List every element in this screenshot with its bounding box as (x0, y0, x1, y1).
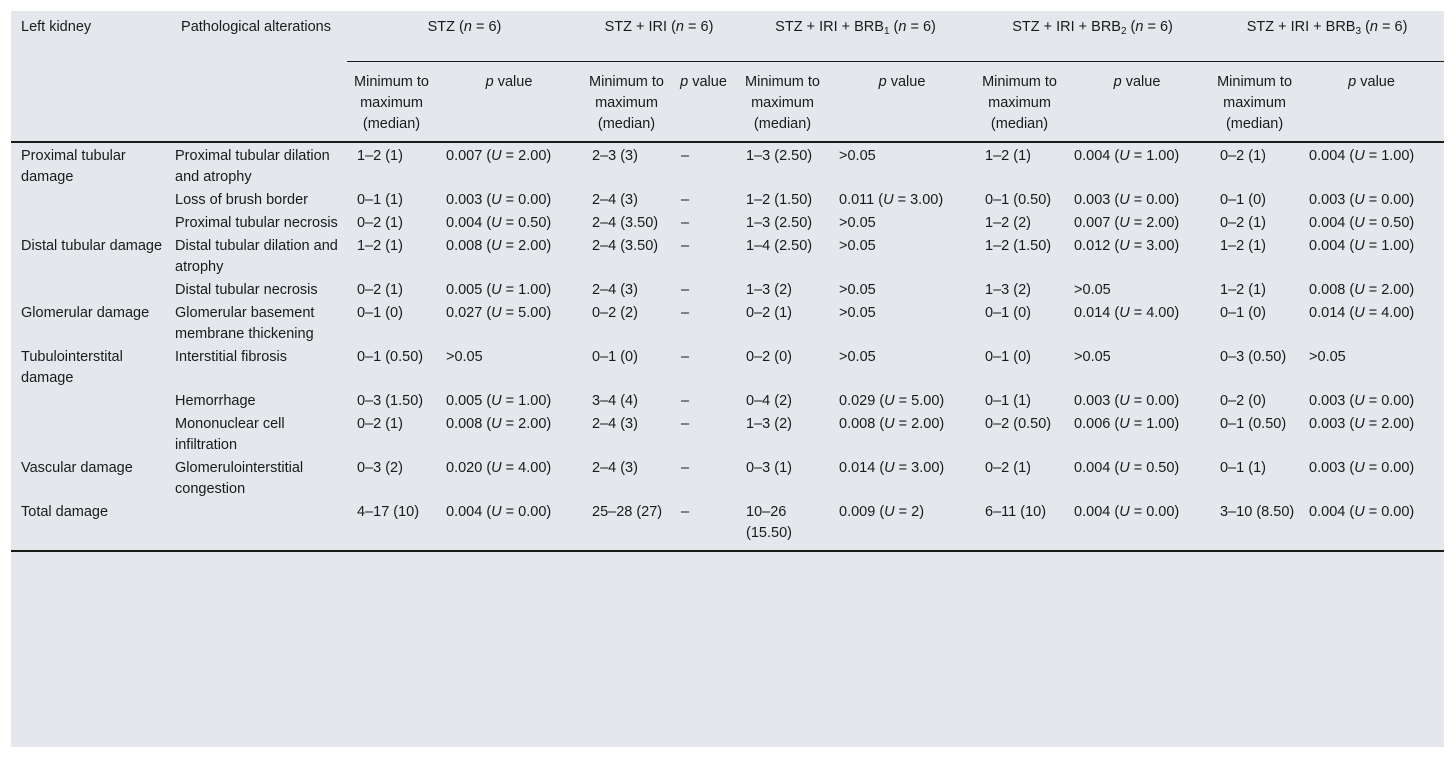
p-value-cell: 0.009 (U = 2) (829, 502, 975, 551)
p-value-cell: 0.004 (U = 0.50) (446, 215, 552, 231)
p-value-cell: 0.008 (U = 2.00) (1309, 282, 1415, 298)
pathological-alteration: Distal tubular dilation and atrophy (175, 238, 338, 275)
p-value-cell: 0.007 (U = 2.00) (436, 142, 582, 190)
min-max-median-cell: 2–4 (3) (592, 460, 638, 476)
min-max-median-cell: 0–1 (1) (357, 192, 403, 208)
p-value-cell: 0.004 (U = 1.00) (1064, 142, 1210, 190)
p-value-cell: 0.008 (U = 2.00) (839, 416, 945, 432)
pathological-alteration: Proximal tubular necrosis (175, 215, 338, 231)
table-row (11, 236, 1444, 280)
min-max-median-cell: 0–2 (1) (357, 215, 403, 231)
header-group-stz-iri-brb2: STZ + IRI + $BRB_2$ (n = 6) (1012, 19, 1173, 37)
min-max-median-cell: 0–1 (0) (1220, 192, 1266, 208)
subheader-min-max: Minimum to maximum (median) (582, 62, 671, 143)
p-value-cell: 0.020 (U = 4.00) (446, 460, 552, 476)
damage-category (11, 213, 165, 236)
header-group-stz-iri-brb1: STZ + IRI + $BRB_1$ (n = 6) (775, 19, 936, 37)
p-value-cell: 0.004 (U = 1.00) (1299, 142, 1444, 190)
damage-category (11, 280, 165, 303)
p-value-cell: 0.008 (U = 2.00) (446, 238, 552, 254)
min-max-median-cell: 2–3 (3) (582, 142, 671, 190)
subheader-p-value: p value (1064, 62, 1210, 143)
header-group-stz-iri-brb3: STZ + IRI + $BRB_3$ (n = 6) (1246, 19, 1408, 37)
min-max-median-cell: 1–2 (1) (357, 238, 403, 254)
min-max-median-cell: 1–2 (1) (347, 142, 436, 190)
p-value-cell: 0.027 (U = 5.00) (446, 305, 552, 321)
subheader-min-max: Minimum to maximum (median) (347, 62, 436, 143)
p-value-cell: 0.014 (U = 3.00) (839, 460, 945, 476)
table-row (11, 391, 1444, 414)
table-row (11, 213, 1444, 236)
p-value-cell: >0.05 (839, 282, 876, 298)
p-value-cell: 0.003 (U = 0.00) (1309, 393, 1415, 409)
pathological-alteration (165, 502, 347, 551)
table-row (11, 347, 1444, 391)
min-max-median-cell: 0–1 (0) (592, 349, 638, 365)
p-value-cell: 0.003 (U = 0.00) (446, 192, 552, 208)
min-max-median-cell: 0–2 (1) (985, 460, 1031, 476)
pathological-alteration: Glomerular basement membrane thickening (175, 305, 315, 342)
min-max-median-cell: 0–2 (1) (1220, 215, 1266, 231)
p-value-cell: 0.029 (U = 5.00) (839, 393, 945, 409)
pathology-table (11, 11, 1444, 552)
p-value-cell: >0.05 (1074, 349, 1111, 365)
min-max-median-cell: 0–3 (1) (746, 460, 792, 476)
min-max-median-cell: 0–1 (1) (1220, 460, 1266, 476)
min-max-median-cell: 1–2 (1) (1220, 282, 1266, 298)
p-value-cell: 0.007 (U = 2.00) (1074, 215, 1180, 231)
p-value-cell: 0.004 (U = 0.50) (1309, 215, 1415, 231)
table-row (11, 142, 1444, 190)
p-value-cell: 0.012 (U = 3.00) (1074, 238, 1180, 254)
table-container (11, 11, 1444, 747)
damage-category: Tubulointerstital damage (21, 349, 123, 386)
p-value-cell: 0.004 (U = 0.00) (436, 502, 582, 551)
p-value-cell: >0.05 (839, 349, 876, 365)
p-value-cell: 0.011 (U = 3.00) (839, 192, 944, 208)
min-max-median-cell: 0–1 (0.50) (357, 349, 424, 365)
min-max-median-cell: 2–4 (3) (592, 282, 638, 298)
p-value-cell: – (671, 142, 736, 190)
damage-category (11, 414, 165, 458)
min-max-median-cell: 0–1 (0.50) (985, 192, 1052, 208)
table-row (11, 280, 1444, 303)
p-value-cell: – (681, 238, 690, 254)
min-max-median-cell: 0–2 (1) (1210, 142, 1299, 190)
p-value-cell: – (681, 192, 690, 208)
subheader-p-value: p value (436, 62, 582, 143)
min-max-median-cell: 2–4 (3.50) (592, 215, 659, 231)
pathological-alteration: Proximal tubular dilation and atrophy (165, 142, 347, 190)
p-value-cell: 0.003 (U = 0.00) (1074, 393, 1180, 409)
p-value-cell: >0.05 (839, 238, 876, 254)
min-max-median-cell: 0–2 (0) (1220, 393, 1266, 409)
table-row (11, 502, 1444, 551)
p-value-cell: – (681, 282, 690, 298)
header-group-stz-iri: STZ + IRI (n = 6) (604, 19, 714, 35)
p-value-cell: – (681, 416, 690, 432)
p-value-cell: – (681, 460, 690, 476)
damage-category (11, 190, 165, 213)
p-value-cell: 0.008 (U = 2.00) (446, 416, 552, 432)
p-value-cell: 0.004 (U = 0.00) (1064, 502, 1210, 551)
min-max-median-cell: 10–26 (15.50) (736, 502, 829, 551)
p-value-cell: 0.005 (U = 1.00) (446, 282, 552, 298)
min-max-median-cell: 1–2 (1.50) (746, 192, 813, 208)
p-value-cell: – (681, 349, 690, 365)
p-value-cell: 0.003 (U = 0.00) (1074, 192, 1180, 208)
table-row (11, 414, 1444, 458)
p-value-cell: 0.003 (U = 0.00) (1309, 192, 1415, 208)
min-max-median-cell: 0–3 (1.50) (357, 393, 424, 409)
table-row (11, 458, 1444, 502)
min-max-median-cell: 1–4 (2.50) (746, 238, 813, 254)
min-max-median-cell: 1–3 (2) (746, 416, 792, 432)
min-max-median-cell: 2–4 (3) (592, 416, 638, 432)
p-value-cell: 0.004 (U = 1.00) (1309, 238, 1415, 254)
min-max-median-cell: 1–2 (1) (1220, 238, 1266, 254)
pathological-alteration: Interstitial fibrosis (175, 349, 288, 365)
subheader-p-value: p value (671, 62, 736, 143)
min-max-median-cell: 25–28 (27) (582, 502, 671, 551)
min-max-median-cell: 0–2 (1) (746, 305, 792, 321)
p-value-cell: 0.003 (U = 0.00) (1309, 460, 1415, 476)
min-max-median-cell: 0–2 (1) (357, 282, 403, 298)
min-max-median-cell: 2–4 (3.50) (592, 238, 659, 254)
damage-category: Glomerular damage (21, 305, 150, 321)
p-value-cell: – (681, 305, 690, 321)
min-max-median-cell: 0–1 (0) (985, 305, 1031, 321)
min-max-median-cell: 1–3 (2.50) (746, 215, 813, 231)
subheader-min-max: Minimum to maximum (median) (736, 62, 829, 143)
damage-category: Vascular damage (21, 460, 133, 476)
min-max-median-cell: 0–2 (2) (592, 305, 638, 321)
p-value-cell: 0.014 (U = 4.00) (1074, 305, 1180, 321)
min-max-median-cell: 1–3 (2) (746, 282, 792, 298)
table-row (11, 303, 1444, 347)
p-value-cell: 0.004 (U = 0.00) (1299, 502, 1444, 551)
min-max-median-cell: 0–1 (1) (985, 393, 1031, 409)
min-max-median-cell: 6–11 (10) (975, 502, 1064, 551)
pathological-alteration: Hemorrhage (175, 393, 256, 409)
min-max-median-cell: 1–2 (1) (975, 142, 1064, 190)
table-header (11, 11, 1444, 142)
min-max-median-cell: 0–1 (0) (1220, 305, 1266, 321)
min-max-median-cell: 4–17 (10) (347, 502, 436, 551)
min-max-median-cell: 0–2 (0) (746, 349, 792, 365)
p-value-cell: 0.004 (U = 0.50) (1074, 460, 1180, 476)
pathological-alteration: Glomerulointerstitial congestion (175, 460, 304, 497)
min-max-median-cell: 2–4 (3) (592, 192, 638, 208)
p-value-cell: >0.05 (446, 349, 483, 365)
p-value-cell: 0.006 (U = 1.00) (1074, 416, 1180, 432)
subheader-p-value: p value (1299, 62, 1444, 143)
pathological-alteration: Loss of brush border (175, 192, 308, 208)
damage-category: Total damage (11, 502, 165, 551)
header-group-stz: STZ (n = 6) (427, 19, 502, 35)
min-max-median-cell: 0–1 (0.50) (1220, 416, 1287, 432)
p-value-cell: 0.014 (U = 4.00) (1309, 305, 1415, 321)
subheader-min-max: Minimum to maximum (median) (975, 62, 1064, 143)
pathological-alteration: Mononuclear cell infiltration (175, 416, 285, 453)
damage-category: Distal tubular damage (21, 238, 163, 254)
min-max-median-cell: 3–10 (8.50) (1210, 502, 1299, 551)
min-max-median-cell: 0–3 (2) (357, 460, 403, 476)
header-pathological-alterations: Pathological alterations (181, 19, 331, 35)
table-body (11, 142, 1444, 551)
p-value-cell: 0.003 (U = 2.00) (1309, 416, 1415, 432)
pathological-alteration: Distal tubular necrosis (175, 282, 318, 298)
min-max-median-cell: 3–4 (4) (592, 393, 638, 409)
p-value-cell: >0.05 (839, 215, 876, 231)
min-max-median-cell: 1–2 (2) (985, 215, 1031, 231)
p-value-cell: 0.005 (U = 1.00) (446, 393, 552, 409)
table-row (11, 190, 1444, 213)
min-max-median-cell: 0–1 (0) (985, 349, 1031, 365)
damage-category: Proximal tubular damage (11, 142, 165, 190)
min-max-median-cell: 1–3 (2.50) (736, 142, 829, 190)
damage-category (11, 391, 165, 414)
subheader-p-value: p value (829, 62, 975, 143)
header-left-kidney: Left kidney (21, 19, 92, 35)
min-max-median-cell: 0–2 (0.50) (985, 416, 1052, 432)
p-value-cell: >0.05 (839, 305, 876, 321)
p-value-cell: >0.05 (829, 142, 975, 190)
min-max-median-cell: 0–1 (0) (357, 305, 403, 321)
subheader-min-max: Minimum to maximum (median) (1210, 62, 1299, 143)
p-value-cell: – (681, 215, 690, 231)
p-value-cell: >0.05 (1309, 349, 1346, 365)
min-max-median-cell: 0–4 (2) (746, 393, 792, 409)
min-max-median-cell: 0–3 (0.50) (1220, 349, 1287, 365)
min-max-median-cell: 0–2 (1) (357, 416, 403, 432)
min-max-median-cell: 1–2 (1.50) (985, 238, 1052, 254)
p-value-cell: – (671, 502, 736, 551)
min-max-median-cell: 1–3 (2) (985, 282, 1031, 298)
p-value-cell: – (681, 393, 690, 409)
p-value-cell: >0.05 (1074, 282, 1111, 298)
